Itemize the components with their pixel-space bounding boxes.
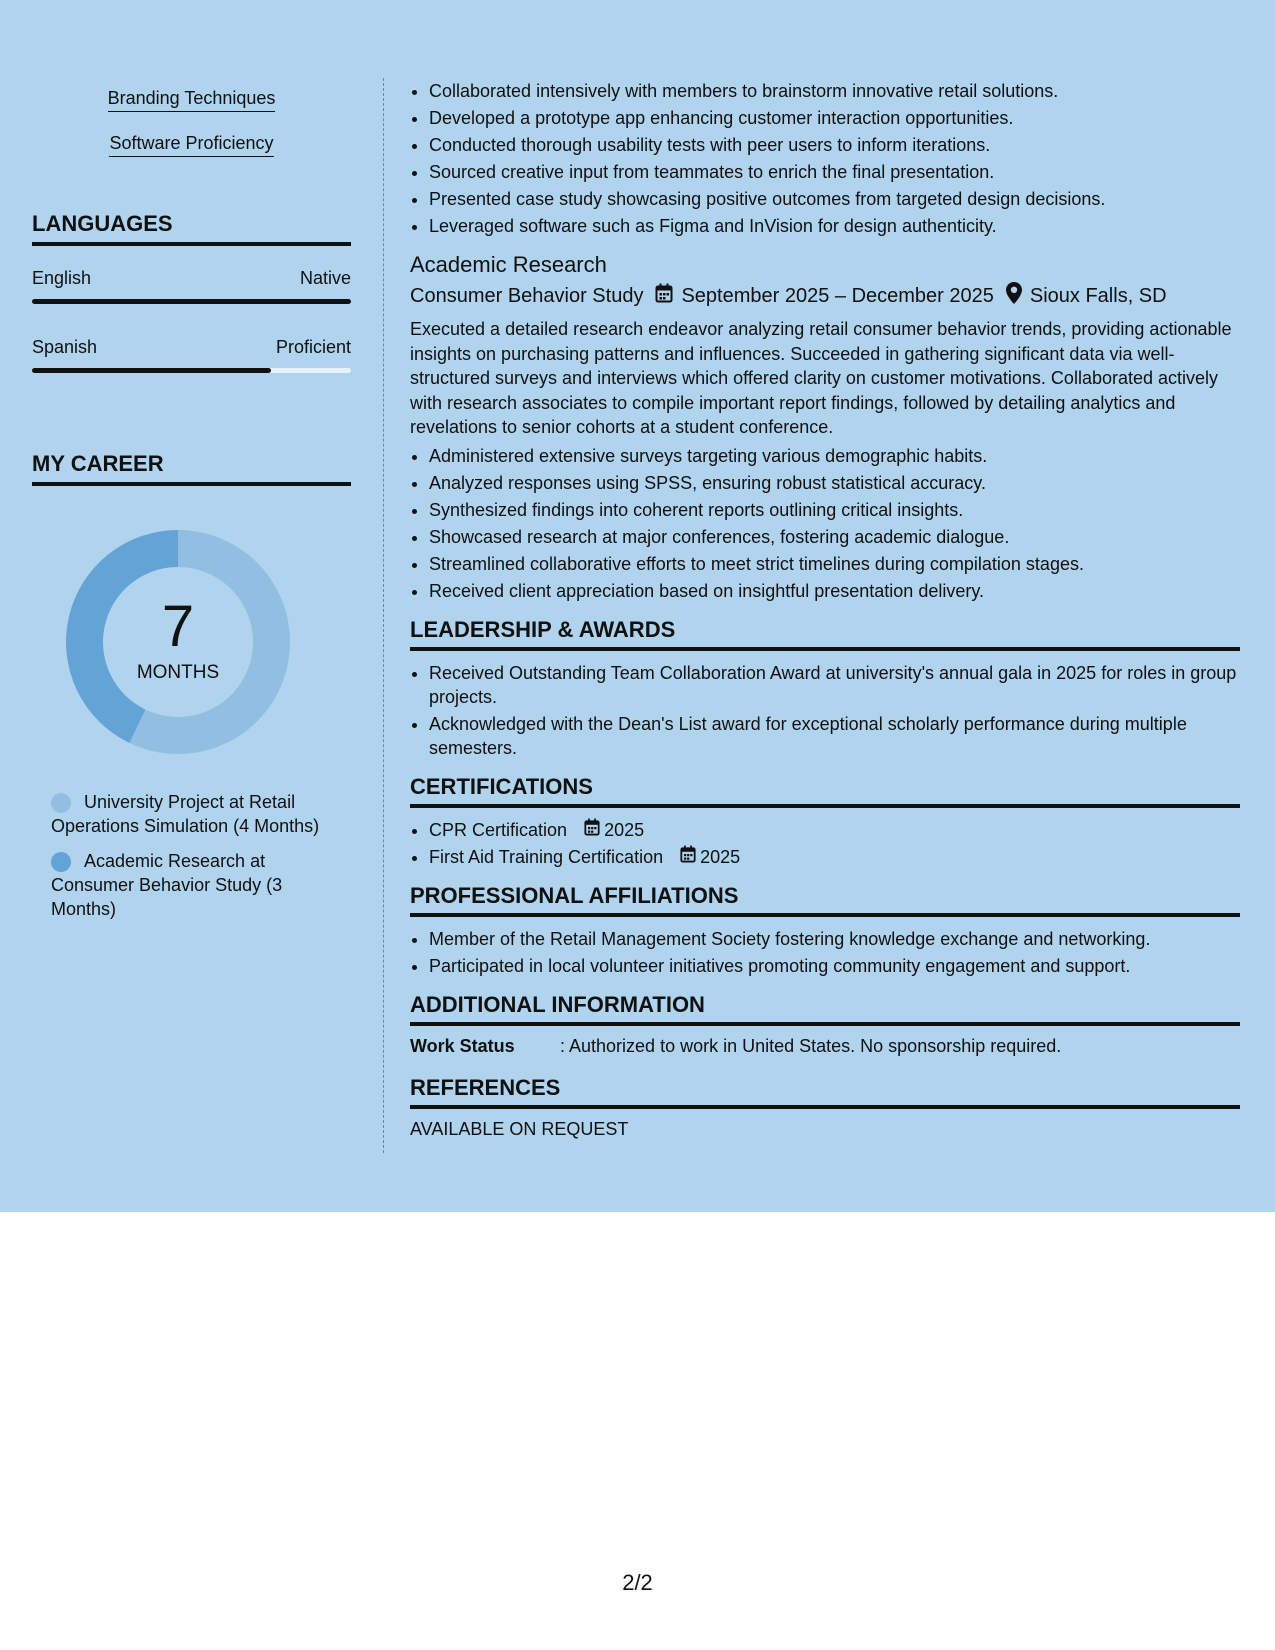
work-status-value: : Authorized to work in United States. No sponsorship required.	[560, 1035, 1062, 1056]
skill-tag: Branding Techniques	[32, 88, 351, 112]
research-dates: September 2025 – December 2025	[681, 284, 994, 307]
career-unit: MONTHS	[136, 662, 220, 683]
skill-tag: Software Proficiency	[32, 133, 351, 157]
work-status-row	[410, 1036, 1240, 1057]
list-item: • Collaborated intensively with members to brainstorm innovative retail solutions.	[429, 79, 1240, 103]
main-content	[410, 0, 1240, 1140]
list-item: • Presented case study showcasing positive outcomes from targeted design decisions.	[429, 187, 1240, 211]
career-total: 7	[161, 594, 195, 659]
calendar-icon	[584, 818, 600, 842]
leadership-section	[410, 617, 1240, 760]
career-legend	[51, 790, 321, 932]
list-item: • Received Outstanding Team Collaboration Award at university's annual gala in 2025 for roles in group projects.	[429, 661, 1240, 709]
additional-section	[410, 992, 1240, 1057]
list-item: • Showcased research at major conferences, fostering academic dialogue.	[429, 525, 1240, 549]
list-item: • Leveraged software such as Figma and InVision for design authenticity.	[429, 214, 1240, 238]
affiliations-heading: PROFESSIONAL AFFILIATIONS	[410, 883, 1240, 917]
language-row	[32, 337, 351, 358]
calendar-icon	[655, 283, 673, 309]
legend-item	[51, 849, 321, 921]
additional-heading: ADDITIONAL INFORMATION	[410, 992, 1240, 1026]
certification-name: CPR Certification	[429, 819, 568, 840]
language-bar	[32, 368, 351, 373]
list-item: • Streamlined collaborative efforts to meet strict timelines during compilation stages.	[429, 552, 1240, 576]
certifications-section	[410, 774, 1240, 869]
references-text: AVAILABLE ON REQUEST	[410, 1118, 629, 1139]
leadership-bullets	[410, 661, 1240, 760]
certifications-list	[410, 818, 1240, 869]
legend-dot	[51, 793, 71, 813]
affiliations-bullets	[410, 927, 1240, 978]
legend-label: University Project at Retail Operations Simulation (4 Months)	[51, 792, 320, 836]
list-item: • Analyzed responses using SPSS, ensuring robust statistical accuracy.	[429, 471, 1240, 495]
list-item: • Member of the Retail Management Society fostering knowledge exchange and networking.	[429, 927, 1240, 951]
legend-label: Academic Research at Consumer Behavior Study (3 Months)	[51, 851, 283, 919]
research-meta	[410, 282, 1240, 310]
language-bar-fill	[32, 368, 271, 373]
career-heading: MY CAREER	[32, 451, 351, 486]
certification-name: First Aid Training Certification	[429, 846, 664, 867]
language-bar-fill	[32, 299, 351, 304]
references-heading: REFERENCES	[410, 1075, 1240, 1109]
work-status-label: Work Status	[410, 1035, 515, 1056]
legend-item	[51, 790, 321, 838]
list-item: • Administered extensive surveys targeting various demographic habits.	[429, 444, 1240, 468]
list-item: • Sourced creative input from teammates to enrich the final presentation.	[429, 160, 1240, 184]
list-item: • Received client appreciation based on insightful presentation delivery.	[429, 579, 1240, 603]
list-item: • Synthesized findings into coherent reports outlining critical insights.	[429, 498, 1240, 522]
list-item: • Developed a prototype app enhancing customer interaction opportunities.	[429, 106, 1240, 130]
language-bar	[32, 299, 351, 304]
certifications-heading: CERTIFICATIONS	[410, 774, 1240, 808]
languages-heading: LANGUAGES	[32, 211, 351, 246]
leadership-heading: LEADERSHIP & AWARDS	[410, 617, 1240, 651]
list-item	[429, 845, 1240, 869]
research-location: Sioux Falls, SD	[1029, 284, 1167, 307]
list-item	[429, 818, 1240, 842]
list-item: • Acknowledged with the Dean's List award for exceptional scholarly performance during multiple semesters.	[429, 712, 1240, 760]
research-description: Executed a detailed research endeavor analyzing retail consumer behavior trends, providing actionable insights on purchasing patterns and influences. Succeeded in gathering significant data via well-structured surveys and interviews which offered clarity on customer motivations. Collaborated actively with research associates to compile important report findings, followed by detailing analytics and revelations to senior cohorts at a student conference.	[410, 319, 1232, 437]
certification-year: 2025	[700, 846, 741, 867]
column-divider	[383, 78, 384, 1153]
list-item: • Participated in local volunteer initiatives promoting community engagement and support.	[429, 954, 1240, 978]
map-pin-icon	[1006, 282, 1022, 310]
certification-year: 2025	[604, 819, 645, 840]
references-section	[410, 1075, 1240, 1140]
list-item: • Conducted thorough usability tests with peer users to inform iterations.	[429, 133, 1240, 157]
affiliations-section	[410, 883, 1240, 978]
language-name: Spanish	[32, 337, 98, 357]
legend-dot	[51, 852, 71, 872]
career-donut-chart	[66, 530, 290, 754]
research-organization: Consumer Behavior Study	[410, 284, 644, 307]
language-row	[32, 268, 351, 289]
calendar-icon	[680, 845, 696, 869]
language-name: English	[32, 268, 92, 288]
research-title: Academic Research	[410, 252, 607, 277]
research-entry	[410, 252, 1240, 603]
project-bullets	[410, 79, 1240, 238]
language-level: Native	[299, 268, 351, 288]
research-bullets	[410, 444, 1240, 603]
language-level: Proficient	[275, 337, 351, 357]
page-number: 2/2	[622, 1570, 653, 1595]
